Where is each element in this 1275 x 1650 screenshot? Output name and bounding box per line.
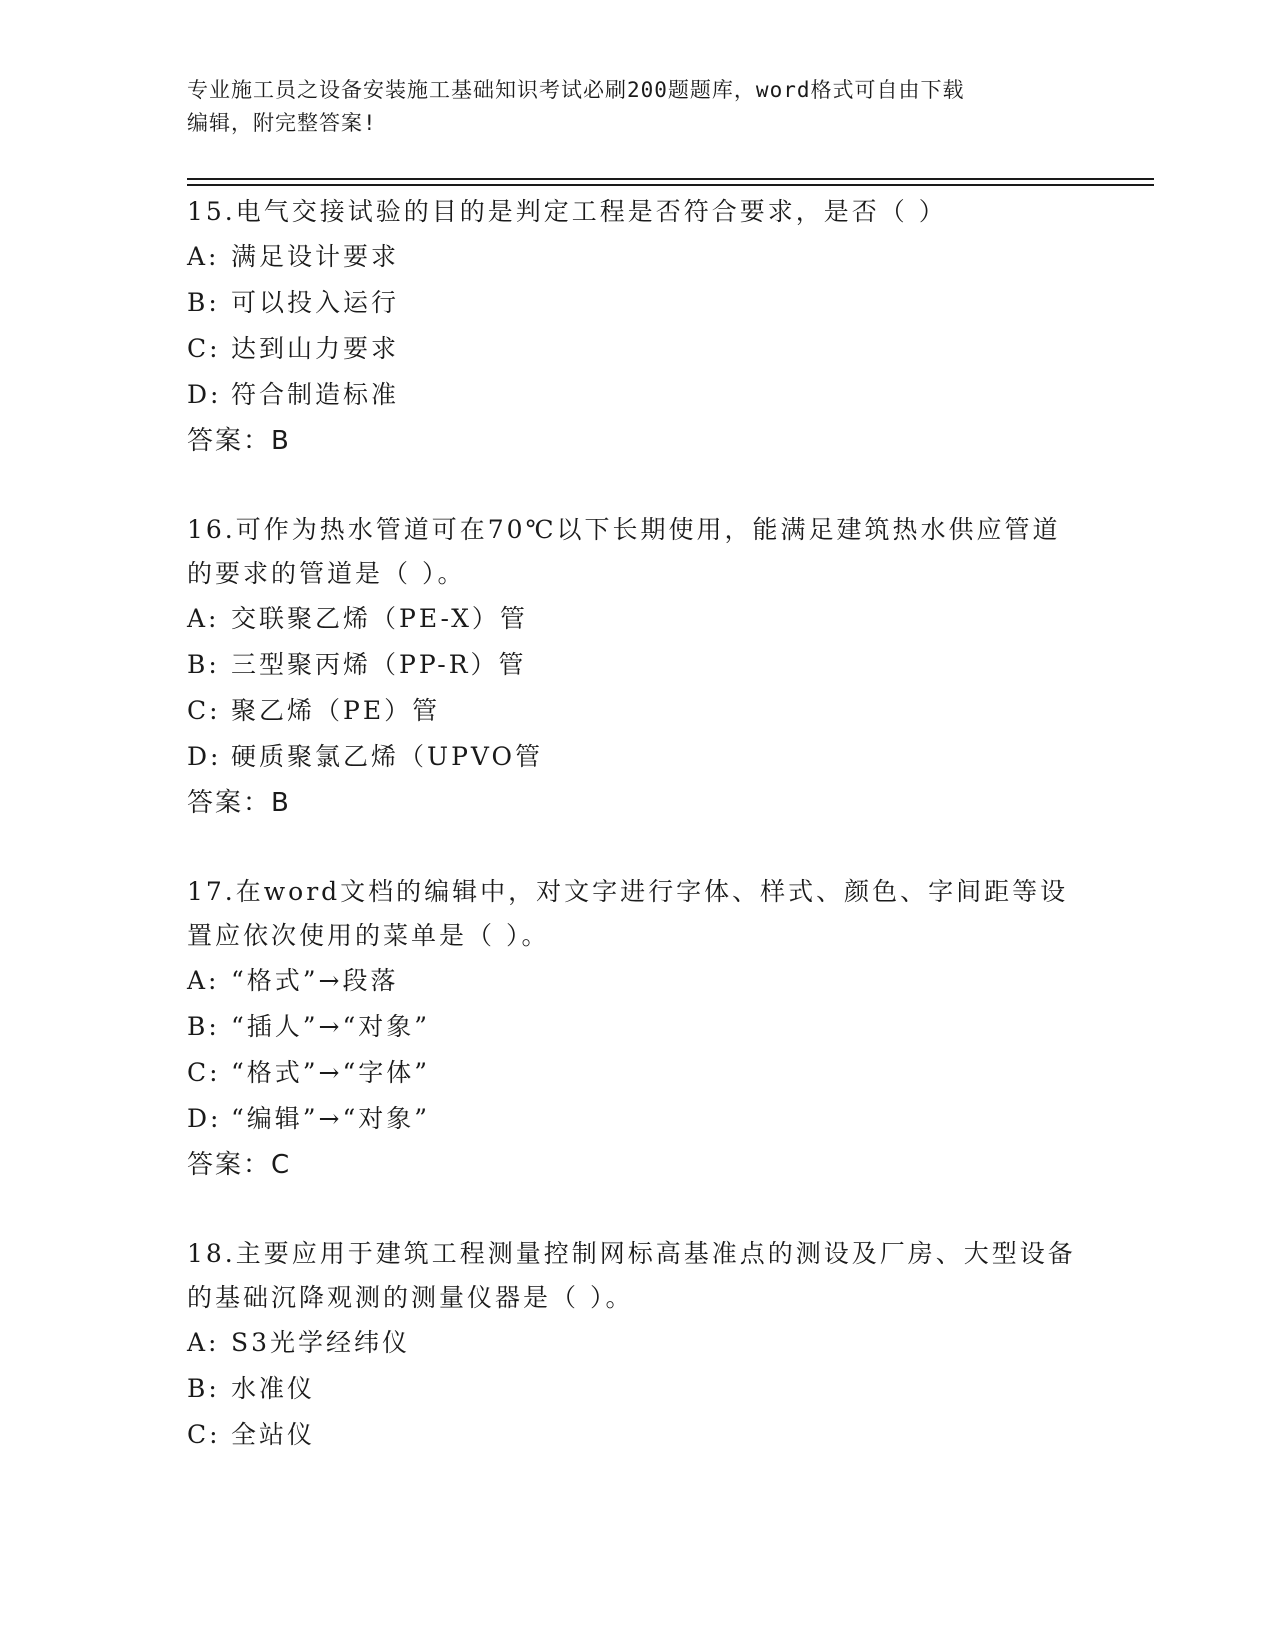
question-stem: 16.可作为热水管道可在70℃以下长期使用，能满足建筑热水供应管道的要求的管道是（ ）。	[187, 515, 1061, 588]
option-letter: D:	[187, 380, 222, 409]
option-a	[187, 1320, 1087, 1366]
option-letter: A:	[187, 242, 220, 271]
option-letter: D:	[187, 1104, 222, 1133]
question-18	[187, 1232, 1087, 1458]
option-text: 可以投入运行	[231, 288, 400, 317]
question-15	[187, 190, 1087, 464]
option-text: S3光学经纬仪	[231, 1328, 411, 1357]
option-b	[187, 280, 1087, 326]
option-d	[187, 1096, 1087, 1142]
option-letter: A:	[187, 966, 220, 995]
question-17	[187, 870, 1087, 1188]
option-text: “格式”→段落	[231, 966, 399, 995]
option-d	[187, 734, 1087, 780]
option-letter: B:	[187, 288, 220, 317]
option-letter: A:	[187, 604, 220, 633]
option-a	[187, 596, 1087, 642]
option-letter: B:	[187, 1012, 220, 1041]
option-c	[187, 326, 1087, 372]
question-16	[187, 508, 1087, 826]
option-text: 达到山力要求	[231, 334, 400, 363]
option-text: 符合制造标准	[231, 380, 400, 409]
question-stem: 18.主要应用于建筑工程测量控制网标高基准点的测设及厂房、大型设备的基础沉降观测的测量仪器是（ ）。	[187, 1239, 1076, 1312]
option-letter: C:	[187, 1058, 221, 1087]
option-b	[187, 1366, 1087, 1412]
option-a	[187, 234, 1087, 280]
option-d	[187, 372, 1087, 418]
document-header	[187, 74, 1067, 140]
option-b	[187, 642, 1087, 688]
option-b	[187, 1004, 1087, 1050]
header-title-line-1: 专业施工员之设备安装施工基础知识考试必刷200题题库，word格式可自由下载	[187, 78, 965, 102]
option-text: 硬质聚氯乙烯（UPVO管	[231, 742, 544, 771]
header-rule-top	[187, 178, 1154, 180]
option-text: “插人”→“对象”	[231, 1012, 431, 1041]
header-rule-bottom	[187, 184, 1154, 186]
option-a	[187, 958, 1087, 1004]
option-text: “格式”→“字体”	[231, 1058, 431, 1087]
option-text: 聚乙烯（PE）管	[231, 696, 441, 725]
option-c	[187, 1412, 1087, 1458]
option-c	[187, 688, 1087, 734]
answer-line: 答案：B	[187, 788, 291, 818]
option-letter: D:	[187, 742, 222, 771]
option-c	[187, 1050, 1087, 1096]
answer-line: 答案：B	[187, 426, 291, 456]
option-text: 交联聚乙烯（PE-X）管	[231, 604, 528, 633]
answer-line: 答案：C	[187, 1150, 292, 1180]
option-letter: B:	[187, 1374, 220, 1403]
question-stem: 15.电气交接试验的目的是判定工程是否符合要求，是否（ ）	[187, 197, 947, 226]
option-letter: A:	[187, 1328, 220, 1357]
question-list	[187, 188, 1087, 1458]
option-text: 水准仪	[231, 1374, 316, 1403]
option-text: “编辑”→“对象”	[231, 1104, 431, 1133]
option-letter: C:	[187, 334, 221, 363]
option-text: 满足设计要求	[231, 242, 400, 271]
option-letter: C:	[187, 1420, 221, 1449]
option-text: 全站仪	[231, 1420, 316, 1449]
option-letter: B:	[187, 650, 220, 679]
option-text: 三型聚丙烯（PP-R）管	[231, 650, 527, 679]
header-title-line-2: 编辑，附完整答案!	[187, 111, 377, 135]
option-letter: C:	[187, 696, 221, 725]
question-stem: 17.在word文档的编辑中，对文字进行字体、样式、颜色、字间距等设置应依次使用的菜单是（ ）。	[187, 877, 1069, 950]
